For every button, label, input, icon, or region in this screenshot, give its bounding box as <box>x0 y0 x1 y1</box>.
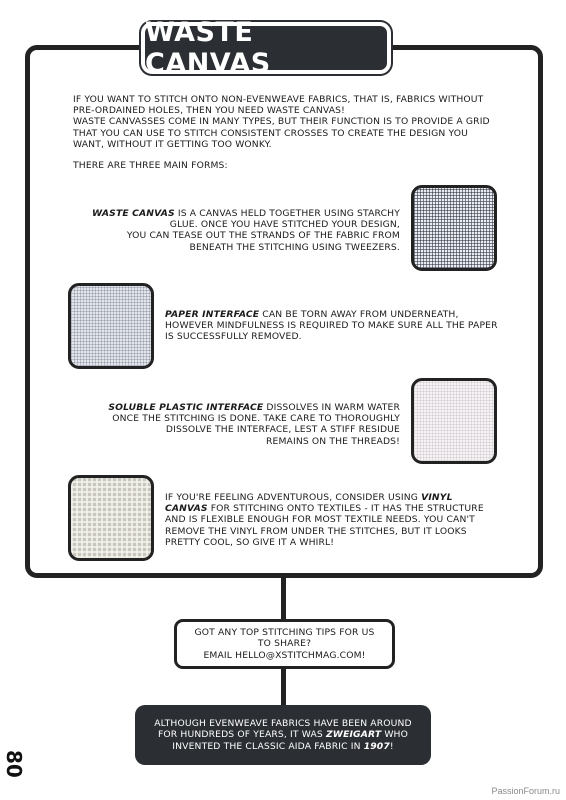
forms-heading: THERE ARE THREE MAIN FORMS: <box>73 160 228 171</box>
intro-line: PRE-ORDAINED HOLES, THEN YOU NEED WASTE CANVAS! <box>73 105 345 117</box>
intro-line: WASTE CANVASSES COME IN MANY TYPES, BUT THEIR FUNCTION IS TO PROVIDE A GRID <box>73 116 490 128</box>
paragraph-text: DISSOLVES IN WARM WATER <box>263 402 400 413</box>
tips-callout <box>174 619 395 669</box>
fact-text: ! <box>389 740 394 752</box>
intro-paragraph <box>73 94 503 150</box>
soluble-plastic-paragraph <box>70 402 400 447</box>
fact-text: FOR HUNDREDS OF YEARS, IT WAS <box>157 729 326 741</box>
fact-text: WHO <box>381 729 408 741</box>
tips-text: TO SHARE? <box>257 638 312 650</box>
fact-year: 1907 <box>363 740 390 752</box>
paragraph-text: DISSOLVE THE INTERFACE, LEST A STIFF RESIDUE <box>165 424 400 436</box>
paper-interface-paragraph <box>165 309 505 343</box>
paragraph-text: ONCE THE STITCHING IS DONE. TAKE CARE TO THOROUGHLY <box>112 413 400 425</box>
connector-line <box>281 578 286 619</box>
page-number: 80 <box>2 750 26 778</box>
fact-text: INVENTED THE CLASSIC AIDA FABRIC IN <box>172 740 364 752</box>
paragraph-text: IS A CANVAS HELD TOGETHER USING STARCHY <box>174 208 400 219</box>
vinyl-canvas-swatch-image <box>68 475 154 561</box>
soluble-plastic-swatch-image <box>411 378 497 464</box>
tips-email: EMAIL HELLO@XSTITCHMAG.COM! <box>203 649 366 661</box>
paper-interface-swatch-image <box>68 283 154 369</box>
soluble-plastic-term: SOLUBLE PLASTIC INTERFACE <box>108 402 264 413</box>
waste-canvas-paragraph <box>70 208 400 253</box>
paragraph-text: IF YOU'RE FEELING ADVENTUROUS, CONSIDER USING <box>165 492 422 503</box>
watermark: PassionForum.ru <box>491 786 560 796</box>
vinyl-canvas-term: CANVAS <box>165 503 208 515</box>
paragraph-text: BENEATH THE STITCHING USING TWEEZERS. <box>189 241 400 253</box>
page-title: WASTE CANVAS <box>141 22 391 74</box>
paragraph-text: YOU CAN TEASE OUT THE STRANDS OF THE FABRIC FROM <box>126 230 400 242</box>
paragraph-text: CAN BE TORN AWAY FROM UNDERNEATH, <box>259 309 459 320</box>
paragraph-text: REMOVE THE VINYL FROM UNDER THE STITCHES, BUT IT LOOKS <box>165 525 467 537</box>
intro-line: IF YOU WANT TO STITCH ONTO NON-EVENWEAVE FABRICS, THAT IS, FABRICS WITHOUT <box>73 94 484 105</box>
intro-line: THAT YOU CAN USE TO STITCH CONSISTENT CROSSES TO CREATE THE DESIGN YOU <box>73 127 469 139</box>
vinyl-canvas-term: VINYL <box>421 492 453 503</box>
waste-canvas-swatch-image <box>411 185 497 271</box>
paragraph-text: REMAINS ON THE THREADS! <box>265 435 400 447</box>
paragraph-text: HOWEVER MINDFULNESS IS REQUIRED TO MAKE SURE ALL THE PAPER <box>165 320 498 332</box>
intro-line: WANT, WITHOUT IT GETTING TOO WONKY. <box>73 138 272 150</box>
paragraph-text: PRETTY COOL, SO GIVE IT A WHIRL! <box>165 536 335 548</box>
fact-callout <box>135 705 431 765</box>
paragraph-text: AND IS FLEXIBLE ENOUGH FOR MOST TEXTILE NEEDS. YOU CAN'T <box>165 514 475 526</box>
tips-text: GOT ANY TOP STITCHING TIPS FOR US <box>194 627 375 639</box>
fact-text: ALTHOUGH EVENWEAVE FABRICS HAVE BEEN AROUND <box>154 718 412 730</box>
paragraph-text: IS SUCCESSFULLY REMOVED. <box>165 331 302 343</box>
waste-canvas-term: WASTE CANVAS <box>91 208 175 219</box>
paper-interface-term: PAPER INTERFACE <box>165 309 260 320</box>
vinyl-canvas-paragraph <box>165 492 510 548</box>
connector-line <box>281 668 286 706</box>
paragraph-text: GLUE. ONCE YOU HAVE STITCHED YOUR DESIGN, <box>169 219 400 231</box>
fact-brand: ZWEIGART <box>325 729 382 741</box>
paragraph-text: FOR STITCHING ONTO TEXTILES - IT HAS THE STRUCTURE <box>207 503 484 515</box>
